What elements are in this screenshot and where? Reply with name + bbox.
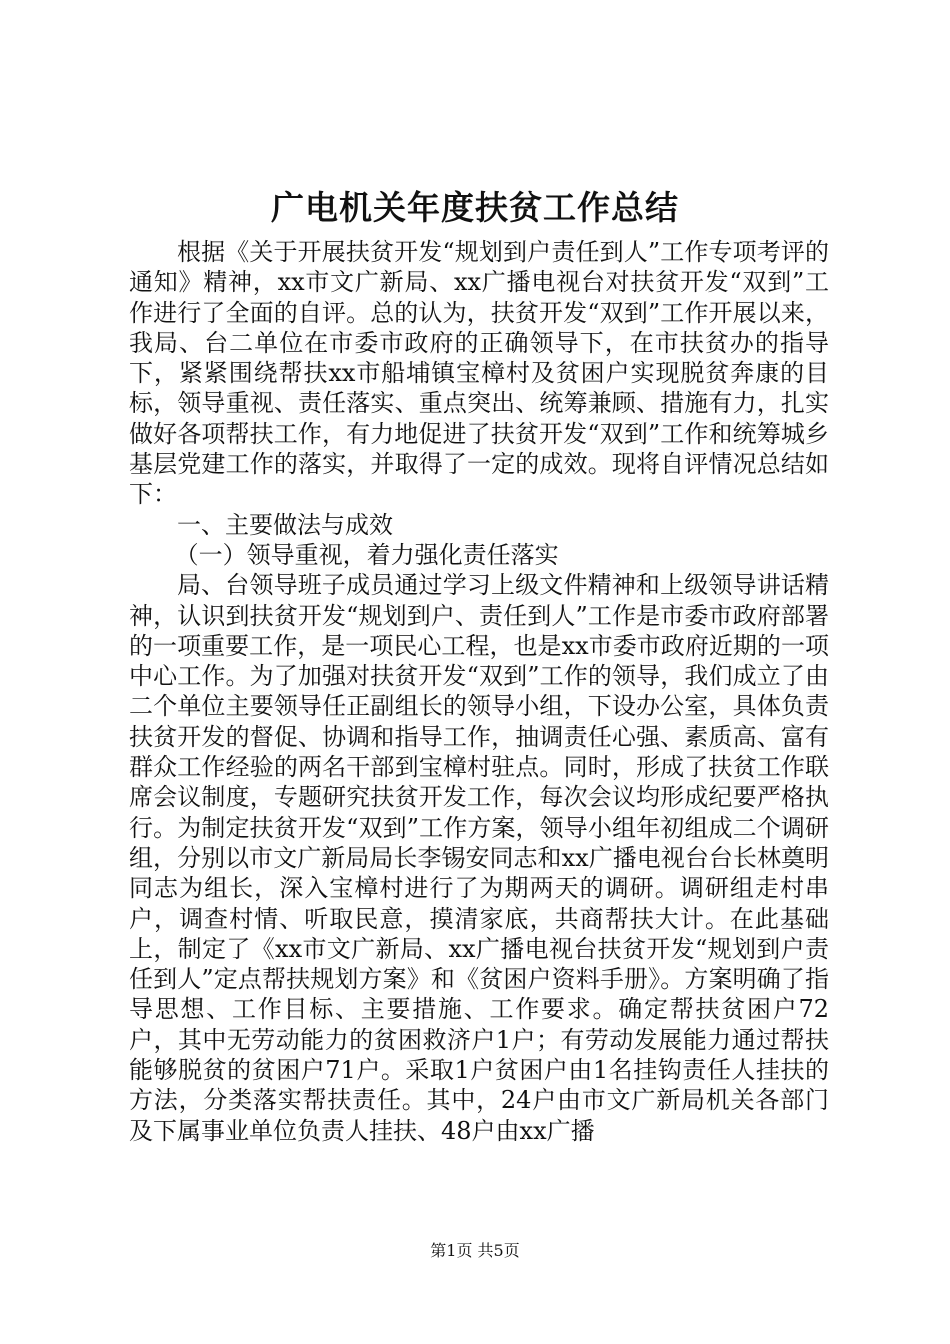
section-heading: 一、主要做法与成效 <box>177 510 393 539</box>
intro-paragraph: 根据《关于开展扶贫开发“规划到户责任到人”工作专项考评的通知》精神，xx市文广新局、xx广播电视台对扶贫开发“双到”工作进行了全面的自评。总的认为，扶贫开发“双到”工作开展以来，我局、台二单位在市委市政府的正确领导下，在市扶贫办的指导下，紧紧围绕帮扶xx市船埔镇宝樟村及贫困户实现脱贫奔康的目标，领导重视、责任落实、重点突出、统筹兼顾、措施有力，扎实做好各项帮扶工作，有力地促进了扶贫开发“双到”工作和统筹城乡基层党建工作的落实，并取得了一定的成效。现将自评情况总结如下： <box>129 238 829 509</box>
page-footer: 第1页 共5页 <box>430 1241 520 1260</box>
body-paragraph: 局、台领导班子成员通过学习上级文件精神和上级领导讲话精神，认识到扶贫开发“规划到户、责任到人”工作是市委市政府部署的一项重要工作，是一项民心工程，也是xx市委市政府近期的一项中心工作。为了加强对扶贫开发“双到”工作的领导，我们成立了由二个单位主要领导任正副组长的领导小组，下设办公室，具体负责扶贫开发的督促、协调和指导工作，抽调责任心强、素质高、富有群众工作经验的两名干部到宝樟村驻点。同时，形成了扶贫工作联席会议制度，专题研究扶贫开发工作，每次会议均形成纪要严格执行。为制定扶贫开发“双到”工作方案，领导小组年初组成二个调研组，分别以市文广新局局长李锡安同志和xx广播电视台台长林奠明同志为组长，深入宝樟村进行了为期两天的调研。调研组走村串户，调查村情、听取民意，摸清家底，共商帮扶大计。在此基础上，制定了《xx市文广新局、xx广播电视台扶贫开发“规划到户责任到人”定点帮扶规划方案》和《贫困户资料手册》。方案明确了指导思想、工作目标、主要措施、工作要求。确定帮扶贫困户72户，其中无劳动能力的贫困救济户1户；有劳动发展能力通过帮扶能够脱贫的贫困户71户。采取1户贫困户由1名挂钩责任人挂扶的方法，分类落实帮扶责任。其中，24户由市文广新局机关各部门及下属事业单位负责人挂扶、48户由xx广播 <box>129 571 829 1145</box>
document-title: 广电机关年度扶贫工作总结 <box>271 188 679 227</box>
document-body <box>129 237 829 1146</box>
subsection-heading: （一）领导重视，着力强化责任落实 <box>174 540 559 569</box>
